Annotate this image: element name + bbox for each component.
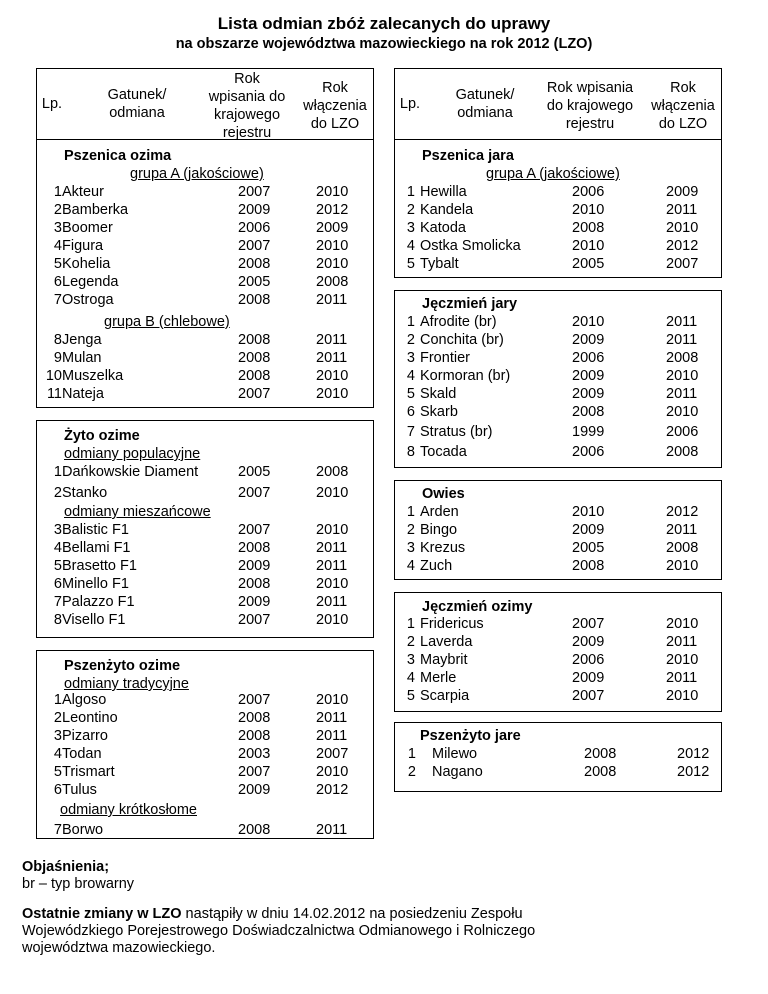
rok-wpisania-header-1: Rok (234, 71, 260, 87)
row-number: 10 (45, 368, 62, 384)
row-number: 8 (53, 612, 62, 628)
variety-name: Palazzo F1 (62, 594, 135, 610)
registry-year: 2007 (572, 616, 605, 632)
lzo-year: 2012 (316, 782, 349, 798)
variety-name: Nateja (62, 386, 104, 402)
lzo-year: 2011 (316, 710, 348, 726)
row-number: 6 (53, 274, 62, 290)
row-number: 5 (406, 256, 415, 272)
lzo-year: 2011 (666, 202, 698, 218)
lzo-year: 2010 (316, 238, 349, 254)
gatunek-header-1: Gatunek/ (455, 87, 515, 103)
row-number: 5 (53, 558, 62, 574)
variety-name: Bamberka (62, 202, 129, 218)
table-row (0, 348, 768, 368)
variety-name: Dańkowskie Diament (62, 464, 199, 480)
lzo-year: 2007 (666, 256, 699, 272)
row-number: 6 (53, 576, 62, 592)
lzo-year: 2011 (666, 386, 698, 402)
row-number: 4 (406, 238, 415, 254)
registry-year: 2007 (238, 184, 271, 200)
page-subtitle: na obszarze województwa mazowieckiego na rok 2012 (LZO) (175, 36, 593, 52)
table-row (0, 442, 768, 462)
lzo-year: 2010 (666, 616, 699, 632)
row-number: 8 (53, 332, 62, 348)
table-row (0, 254, 768, 274)
variety-name: Frontier (420, 350, 470, 366)
lzo-year: 2011 (316, 292, 348, 308)
table-row (0, 592, 768, 612)
row-number: 2 (53, 710, 62, 726)
variety-name: Jenga (62, 332, 102, 348)
row-number: 2 (406, 202, 415, 218)
registry-year: 2008 (238, 728, 271, 744)
registry-year: 2008 (238, 292, 271, 308)
row-number: 1 (406, 184, 415, 200)
variety-name: Stanko (62, 485, 108, 501)
registry-year: 2006 (572, 444, 605, 460)
variety-name: Tybalt (420, 256, 459, 272)
variety-name: Scarpia (420, 688, 470, 704)
variety-name: Todan (62, 746, 102, 762)
variety-name: Merle (420, 670, 457, 686)
group-label: grupa A (jakościowe) (486, 166, 620, 182)
variety-name: Figura (62, 238, 104, 254)
registry-year: 1999 (572, 424, 605, 440)
table-row (0, 708, 768, 728)
table-row (0, 502, 768, 522)
lzo-year: 2010 (666, 368, 699, 384)
rok-wpisania-header-2: wpisania do (208, 89, 286, 105)
variety-name: Pizarro (62, 728, 108, 744)
row-number: 3 (406, 350, 415, 366)
page-title: Lista odmian zbóż zalecanych do uprawy (217, 14, 551, 33)
lzo-year: 2012 (316, 202, 349, 218)
lzo-year: 2010 (316, 368, 349, 384)
group-label: odmiany krótkosłome (60, 802, 197, 818)
variety-name: Mulan (62, 350, 102, 366)
registry-year: 2010 (572, 202, 605, 218)
registry-year: 2006 (572, 184, 605, 200)
registry-year: 2008 (572, 220, 605, 236)
table-row (0, 182, 768, 202)
lp-header: Lp. (41, 96, 63, 112)
section-title: Pszenica jara (422, 148, 514, 164)
row-number: 1 (53, 184, 62, 200)
table-row (0, 780, 768, 800)
row-number: 1 (53, 464, 62, 480)
registry-year: 2007 (238, 612, 271, 628)
row-number: 4 (53, 238, 62, 254)
registry-year: 2009 (238, 782, 271, 798)
lzo-year: 2010 (666, 220, 699, 236)
lzo-year: 2010 (316, 485, 349, 501)
registry-year: 2008 (238, 368, 271, 384)
section-title: Pszenżyto jare (420, 728, 521, 744)
table-row (0, 200, 768, 220)
lzo-year: 2011 (316, 558, 348, 574)
row-number: 4 (406, 558, 415, 574)
lzo-year: 2011 (316, 822, 348, 838)
row-number: 1 (406, 504, 415, 520)
table-row (0, 236, 768, 256)
rok-wlaczenia-header-1: Rok (322, 80, 348, 96)
group-label: odmiany mieszańcowe (64, 504, 211, 520)
variety-name: Fridericus (420, 616, 484, 632)
registry-year: 2007 (572, 688, 605, 704)
registry-year: 2008 (238, 350, 271, 366)
notes-changes-line-3: województwa mazowieckiego. (22, 940, 216, 956)
registry-year: 2010 (572, 314, 605, 330)
variety-name: Ostka Smolicka (420, 238, 521, 254)
table-row (0, 422, 768, 442)
registry-year: 2007 (238, 238, 271, 254)
lzo-year: 2012 (666, 504, 699, 520)
lzo-year: 2011 (666, 332, 698, 348)
section-title: Pszenżyto ozime (64, 658, 181, 674)
registry-year: 2008 (238, 256, 271, 272)
table-row (0, 520, 768, 540)
variety-name: Bingo (420, 522, 458, 538)
row-number: 11 (46, 386, 62, 402)
table-row (0, 272, 768, 292)
section-title: Jęczmień ozimy (422, 599, 533, 615)
notes-br: br – typ browarny (22, 876, 135, 892)
notes-heading: Objaśnienia; (22, 859, 110, 875)
rok-wlaczenia-header-1: Rok (670, 80, 696, 96)
left-table-header (36, 68, 374, 140)
lzo-year: 2010 (316, 764, 349, 780)
variety-name: Visello F1 (62, 612, 126, 628)
registry-year: 2005 (572, 256, 605, 272)
rok-wlaczenia-header-2: włączenia (303, 98, 367, 114)
lzo-year: 2010 (666, 652, 699, 668)
lzo-year: 2010 (666, 688, 699, 704)
group-label: odmiany populacyjne (64, 446, 201, 462)
lzo-year: 2010 (316, 612, 349, 628)
registry-year: 2006 (238, 220, 271, 236)
notes-changes-text: nastąpiły w dniu 14.02.2012 na posiedzeniu Zespołu (181, 906, 523, 922)
registry-year: 2008 (238, 576, 271, 592)
table-row (0, 632, 768, 652)
table-row (0, 218, 768, 238)
row-number: 5 (406, 688, 415, 704)
lzo-year: 2011 (666, 314, 698, 330)
row-number: 3 (53, 220, 62, 236)
registry-year: 2008 (584, 746, 617, 762)
row-number: 1 (406, 314, 415, 330)
variety-name: Maybrit (420, 652, 468, 668)
row-number: 2 (53, 202, 62, 218)
row-number: 7 (53, 292, 62, 308)
table-row (0, 614, 768, 634)
variety-name: Akteur (62, 184, 104, 200)
rok-wpisania-header-3: krajowego (213, 107, 281, 123)
registry-year: 2006 (572, 652, 605, 668)
variety-name: Kandela (420, 202, 474, 218)
section-title: Pszenica ozima (64, 148, 172, 164)
gatunek-header-1: Gatunek/ (107, 87, 167, 103)
variety-name: Nagano (432, 764, 483, 780)
lzo-year: 2011 (666, 522, 698, 538)
variety-name: Muszelka (62, 368, 124, 384)
group-label: odmiany tradycyjne (64, 676, 189, 692)
table-row (0, 312, 768, 332)
rok-wlaczenia-header-2: włączenia (651, 98, 715, 114)
lzo-year: 2011 (666, 670, 698, 686)
variety-name: Kohelia (62, 256, 111, 272)
lzo-year: 2012 (677, 746, 710, 762)
lzo-year: 2011 (316, 540, 348, 556)
registry-year: 2007 (238, 485, 271, 501)
row-number: 5 (53, 256, 62, 272)
registry-year: 2005 (238, 464, 271, 480)
variety-name: Tulus (62, 782, 97, 798)
lzo-year: 2008 (316, 464, 349, 480)
lzo-year: 2010 (316, 522, 349, 538)
variety-name: Stratus (br) (420, 424, 493, 440)
lzo-year: 2011 (666, 634, 698, 650)
lzo-year: 2010 (316, 256, 349, 272)
variety-name: Algoso (62, 692, 107, 708)
table-row (0, 820, 768, 840)
registry-year: 2006 (572, 350, 605, 366)
row-number: 2 (406, 332, 415, 348)
registry-year: 2009 (572, 332, 605, 348)
variety-name: Leontino (62, 710, 118, 726)
right-table-header (394, 68, 722, 140)
variety-name: Tocada (420, 444, 467, 460)
registry-year: 2003 (238, 746, 271, 762)
row-number: 2 (406, 634, 415, 650)
table-row (0, 650, 768, 670)
variety-name: Milewo (432, 746, 478, 762)
row-number: 1 (53, 692, 62, 708)
row-number: 3 (406, 540, 415, 556)
variety-name: Borwo (62, 822, 104, 838)
row-number: 3 (53, 728, 62, 744)
row-number: 2 (407, 764, 416, 780)
notes-changes-bold: Ostatnie zmiany w LZO (22, 906, 182, 922)
lzo-year: 2010 (316, 386, 349, 402)
lzo-year: 2012 (677, 764, 710, 780)
group-label: grupa B (chlebowe) (104, 314, 230, 330)
registry-year: 2007 (238, 386, 271, 402)
variety-name: Balistic F1 (62, 522, 129, 538)
registry-year: 2009 (238, 558, 271, 574)
variety-name: Katoda (420, 220, 466, 236)
row-number: 7 (53, 822, 62, 838)
variety-name: Zuch (420, 558, 453, 574)
rok-wpisania-header-4: rejestru (222, 125, 272, 141)
lzo-year: 2008 (666, 444, 699, 460)
row-number: 3 (406, 652, 415, 668)
registry-year: 2007 (238, 692, 271, 708)
lzo-year: 2010 (666, 558, 699, 574)
table-row (0, 402, 768, 422)
table-row (0, 330, 768, 350)
row-number: 5 (53, 764, 62, 780)
table-row (0, 290, 768, 310)
group-label: grupa A (jakościowe) (130, 166, 264, 182)
registry-year: 2009 (238, 594, 271, 610)
registry-year: 2005 (572, 540, 605, 556)
row-number: 4 (53, 746, 62, 762)
lzo-year: 2011 (316, 594, 348, 610)
row-number: 3 (406, 220, 415, 236)
registry-year: 2008 (238, 332, 271, 348)
section-title: Żyto ozime (64, 428, 140, 444)
section-title: Owies (422, 486, 465, 502)
variety-name: Minello F1 (62, 576, 129, 592)
variety-name: Arden (420, 504, 459, 520)
table-row (0, 762, 768, 782)
lzo-year: 2007 (316, 746, 349, 762)
table-row (0, 744, 768, 764)
table-row (0, 574, 768, 594)
registry-year: 2009 (572, 368, 605, 384)
gatunek-header-2: odmiana (457, 105, 513, 121)
registry-year: 2009 (572, 670, 605, 686)
rok-wlaczenia-header-3: do LZO (658, 116, 708, 132)
variety-name: Conchita (br) (420, 332, 504, 348)
registry-year: 2009 (572, 634, 605, 650)
lzo-year: 2008 (666, 540, 699, 556)
variety-name: Bellami F1 (62, 540, 131, 556)
lzo-year: 2010 (316, 576, 349, 592)
rok-wpisania-header-2: do krajowego (546, 98, 634, 114)
row-number: 7 (53, 594, 62, 610)
table-row (0, 668, 768, 688)
row-number: 4 (406, 368, 415, 384)
table-row (0, 556, 768, 576)
lzo-year: 2011 (316, 332, 348, 348)
table-row (0, 538, 768, 558)
lzo-year: 2009 (316, 220, 349, 236)
variety-name: Skald (420, 386, 457, 402)
row-number: 1 (407, 746, 416, 762)
row-number: 2 (406, 522, 415, 538)
table-row (0, 726, 768, 746)
variety-name: Kormoran (br) (420, 368, 511, 384)
variety-name: Hewilla (420, 184, 467, 200)
lzo-year: 2009 (666, 184, 699, 200)
variety-name: Legenda (62, 274, 119, 290)
row-number: 3 (53, 522, 62, 538)
row-number: 9 (53, 350, 62, 366)
row-number: 7 (406, 424, 415, 440)
variety-name: Brasetto F1 (62, 558, 137, 574)
row-number: 6 (406, 404, 415, 420)
lzo-year: 2008 (666, 350, 699, 366)
table-row (0, 483, 768, 503)
registry-year: 2007 (238, 764, 271, 780)
registry-year: 2005 (238, 274, 271, 290)
registry-year: 2008 (572, 404, 605, 420)
lzo-year: 2010 (666, 404, 699, 420)
registry-year: 2008 (238, 710, 271, 726)
lzo-year: 2010 (316, 184, 349, 200)
table-row (0, 366, 768, 386)
registry-year: 2008 (238, 822, 271, 838)
variety-name: Krezus (420, 540, 466, 556)
lzo-year: 2012 (666, 238, 699, 254)
registry-year: 2009 (238, 202, 271, 218)
row-number: 8 (406, 444, 415, 460)
row-number: 1 (406, 616, 415, 632)
lzo-year: 2011 (316, 728, 348, 744)
variety-name: Skarb (420, 404, 458, 420)
variety-name: Ostroga (62, 292, 114, 308)
lzo-year: 2008 (316, 274, 349, 290)
row-number: 4 (406, 670, 415, 686)
variety-name: Boomer (62, 220, 113, 236)
registry-year: 2009 (572, 522, 605, 538)
variety-name: Laverda (420, 634, 473, 650)
lzo-year: 2011 (316, 350, 348, 366)
table-row (0, 686, 768, 706)
rok-wpisania-header-3: rejestru (565, 116, 615, 132)
variety-name: Trismart (62, 764, 115, 780)
row-number: 2 (53, 485, 62, 501)
registry-year: 2008 (572, 558, 605, 574)
registry-year: 2010 (572, 504, 605, 520)
notes-changes-line-1 (22, 905, 523, 923)
row-number: 5 (406, 386, 415, 402)
variety-name: Afrodite (br) (420, 314, 497, 330)
registry-year: 2010 (572, 238, 605, 254)
registry-year: 2007 (238, 522, 271, 538)
lzo-year: 2010 (316, 692, 349, 708)
section-title: Jęczmień jary (422, 296, 518, 312)
registry-year: 2009 (572, 386, 605, 402)
row-number: 4 (53, 540, 62, 556)
rok-wlaczenia-header-3: do LZO (310, 116, 360, 132)
gatunek-header-2: odmiana (109, 105, 165, 121)
registry-year: 2008 (584, 764, 617, 780)
lp-header: Lp. (399, 96, 421, 112)
rok-wpisania-header-1: Rok wpisania (546, 80, 634, 96)
row-number: 6 (53, 782, 62, 798)
lzo-year: 2006 (666, 424, 699, 440)
table-row (0, 462, 768, 482)
registry-year: 2008 (238, 540, 271, 556)
notes-changes-line-2: Wojewódzkiego Porejestrowego Doświadczalnictwa Odmianowego i Rolniczego (22, 923, 536, 939)
table-row (0, 384, 768, 404)
